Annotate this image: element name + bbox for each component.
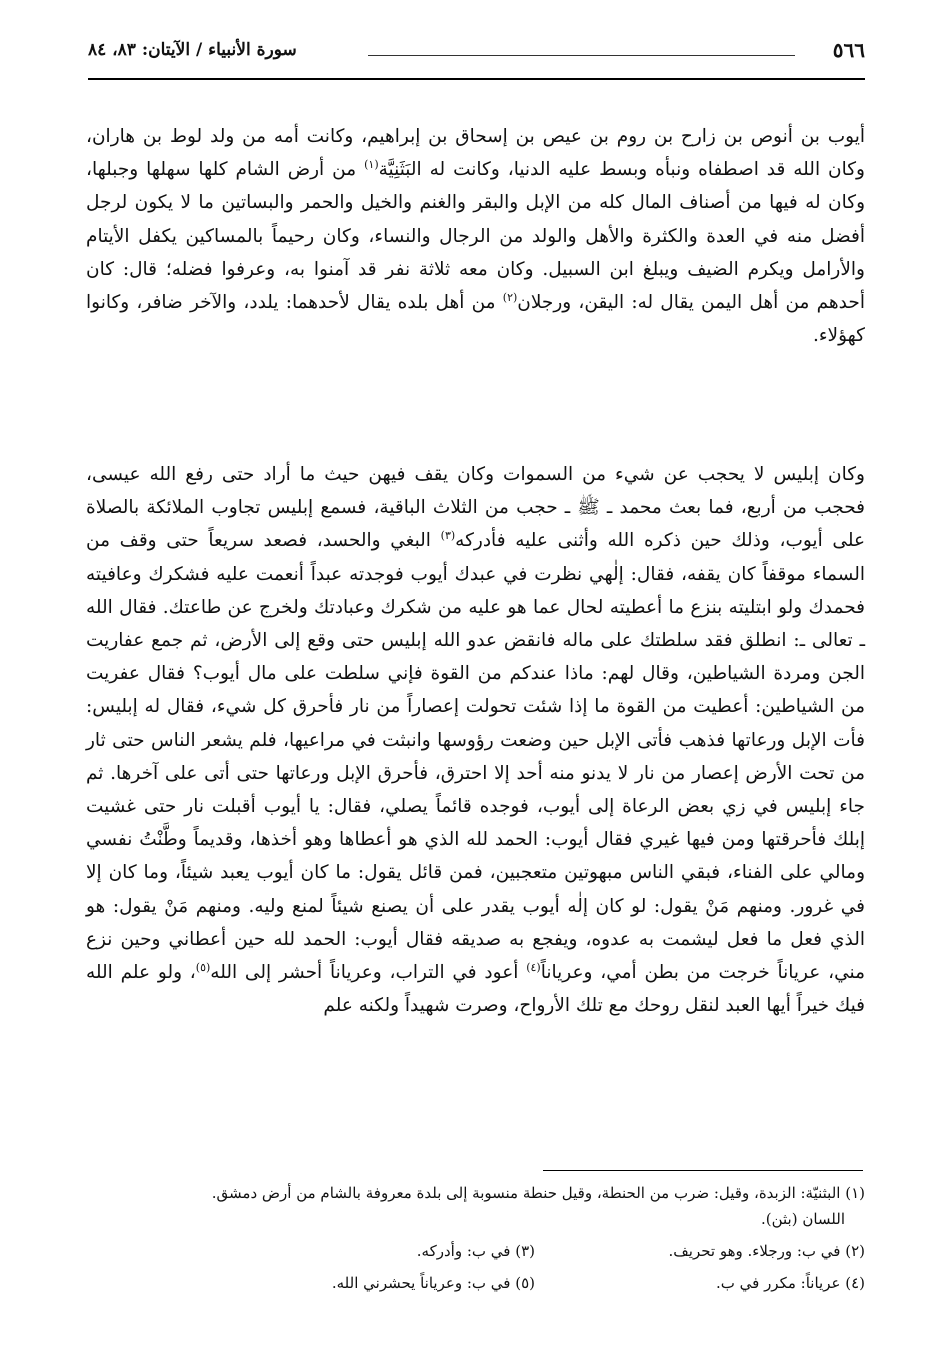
text-line: من [332, 159, 357, 181]
footnote-ref[interactable]: (١) [364, 158, 379, 172]
text-line: فأدركه [455, 530, 506, 552]
page-number: ٥٦٦ [832, 38, 865, 62]
text-line: مال أيوب؟ فقال عفريت من الشياطين: أعطيت من القوة ما إذا شئت تحولت إعصاراً من [86, 663, 865, 718]
footnote-ref[interactable]: (٥) [195, 960, 211, 974]
text-line: والغنم والخيل والحمر والبساتين ما لا يكون لرجل أفضل منه في العدة والكثرة والأهل [86, 192, 865, 247]
text-line: رفع الله عيسى، فحجب من أربع، فما بعث محمد ـ ﷺ ـ حجب من الثلاث الباقية، [86, 464, 866, 519]
header-leader-line [368, 55, 795, 56]
text-line: أعود في التراب، وعرياناً أحشر إلى الله [210, 962, 519, 984]
text-line: لوط بن هاران، وكان الله قد اصطفاه ونبأه وبسط عليه الدنيا، وكانت له البَثَنِيَّة [86, 126, 865, 181]
text-line: أيوب بن أنوص بن زارح بن روم بن عيص بن إسحاق بن إبراهيم، وكانت أمه من ولد [209, 126, 865, 147]
text-line: أهل اليمن يقال له: اليقن، ورجلان [517, 292, 779, 314]
text-line: في زي بعض الرعاة إلى أيوب، فوجده قائماً يصلي، فقال: يا أيوب أقبلت نار حتى [143, 796, 778, 818]
text-line: ويبلغ ابن السبيل. وكان معه ثلاثة نفر قد آمنوا به، وعرفوا فضله؛ قال: كان أحدهم من [86, 258, 865, 314]
text-line: أرض الشام كلها سهلها وجبلها، وكان له فيها من أصناف المال كله من الإبل والبقر [86, 159, 866, 214]
text-line: لا يدنو منه أحد إلا احترق، فأحرق الإبل ورعاتها حتى أتى على آخرها. ثم جاء إبليس [86, 762, 865, 818]
text-line: يقول: ما كان أيوب يعبد شيئاً، وما كان إلا في غرور. ومنهم مَنْ يقول: لو كان إلٰه [86, 862, 865, 917]
footnote-ref[interactable]: (٤) [526, 960, 541, 974]
footnotes [86, 1180, 865, 1296]
text-line: ليشمت به عدوه، ويفجع به صديقه فقال أيوب: الحمد لله حين أعطاني وحين نزع مني، [86, 928, 865, 984]
footnote-3: (٣) في ب: وأدركه. [416, 1242, 535, 1260]
page-header [88, 38, 865, 72]
text-line: جمع عفاريت الجن ومردة الشياطين، وقال لهم: ماذا عندكم من القوة فإني سلطت على [86, 630, 865, 685]
paragraph-1 [86, 120, 865, 352]
footnote-1: (١) البثنيّة: الزبدة، وقيل: ضرب من الحنطة، وقيل حنطة منسوبة إلى بلدة معروفة بالشام من أرض دمشق. [211, 1184, 865, 1202]
text-line: أيوب يقدر على أن يصنع شيئاً لمنع وليه. ومنهم مَنْ يقول: هو الذي فعل ما فعل [86, 895, 865, 950]
surah-title: سورة الأنبياء / الآيتان: ٨٣، ٨٤ [88, 40, 297, 60]
footnote-row [86, 1238, 865, 1264]
text-line: إلٰهي نظرت في عبدك أيوب فوجدته عبداً أنعمت عليه فشكرك وعافيته فحمدك ولو ابتليته [86, 563, 865, 618]
text-line: تعالى ـ: انطلق فقد سلطتك على ماله فانقض عدو الله إبليس حتى وقع إلى الأرض، ثم [190, 630, 853, 652]
text-line: والولد من الرجال والنساء، وكان رحيماً بالمساكين يكفل الأيتام والأرامل ويكرم الضيف [86, 225, 865, 280]
footnote-separator [543, 1170, 863, 1171]
text-line: رؤوسها وانبثت في مراعيها، فلم يشعر الناس حتى ثار من تحت الأرض إعصار من نار [86, 729, 865, 784]
paragraph-2 [86, 458, 865, 1022]
footnote-4: (٤) عرياناً: مكرر في ب. [715, 1274, 865, 1292]
footnote-5: (٥) في ب: وعرياناً يحشرني الله. [331, 1274, 535, 1292]
footnote-1-continued: اللسان (بثن). [760, 1210, 845, 1228]
footnote-2: (٢) في ب: ورجلاء. وهو تحريف. [668, 1242, 865, 1260]
footnote-ref[interactable]: (٢) [502, 290, 518, 304]
text-line: غشيت إبلك فأحرقتها ومن فيها غيري فقال أيوب: الحمد لله الذي هو أعطاها وهو [86, 796, 865, 851]
text-line: بنزع ما أعطيته لحال عما هو عليه من شكرك وعبادتك ولخرج عن طاعتك. فقال الله ـ [86, 596, 866, 652]
header-rule [88, 78, 865, 80]
text-line: علم الله فيك خيراً أيها العبد لنقل روحك مع تلك الأرواح، وصرت شهيداً ولكنه علم [86, 962, 865, 1017]
text-line: أخذها، وقديماً وطَّنْتُ نفسي ومالي على الفناء، فبقي الناس مبهوتين متعجبين، فمن قائل [86, 829, 865, 884]
footnote-row [86, 1270, 865, 1296]
footnote-ref[interactable]: (٣) [440, 529, 456, 543]
text-line: وكان إبليس لا يحجب عن شيء من السموات وكان يقف فيهن حيث ما أراد حتى [221, 464, 865, 485]
text-line: نار فأحرق كل شيء، فقال له إبليس: فأت الإبل ورعاتها فذهب فأتى الإبل حين وضعت [86, 696, 865, 751]
text-line: البغي والحسد، فصعد سريعاً حتى وقف من السماء موقفاً كان يقفه، فقال: [86, 530, 866, 585]
text-line: فسمع إبليس تجاوب الملائكة بالصلاة على أيوب، وذلك حين ذكره الله وأثنى عليه [86, 497, 865, 552]
text-line: ، ولو [157, 962, 196, 984]
text-line: عرياناً خرجت من بطن أمي، وعرياناً [540, 962, 821, 984]
text-line: من أهل بلده يقال لأحدهما: يلدد، والآخر [189, 292, 496, 314]
text-line: ضافر، وكانوا كهؤلاء. [86, 292, 865, 347]
